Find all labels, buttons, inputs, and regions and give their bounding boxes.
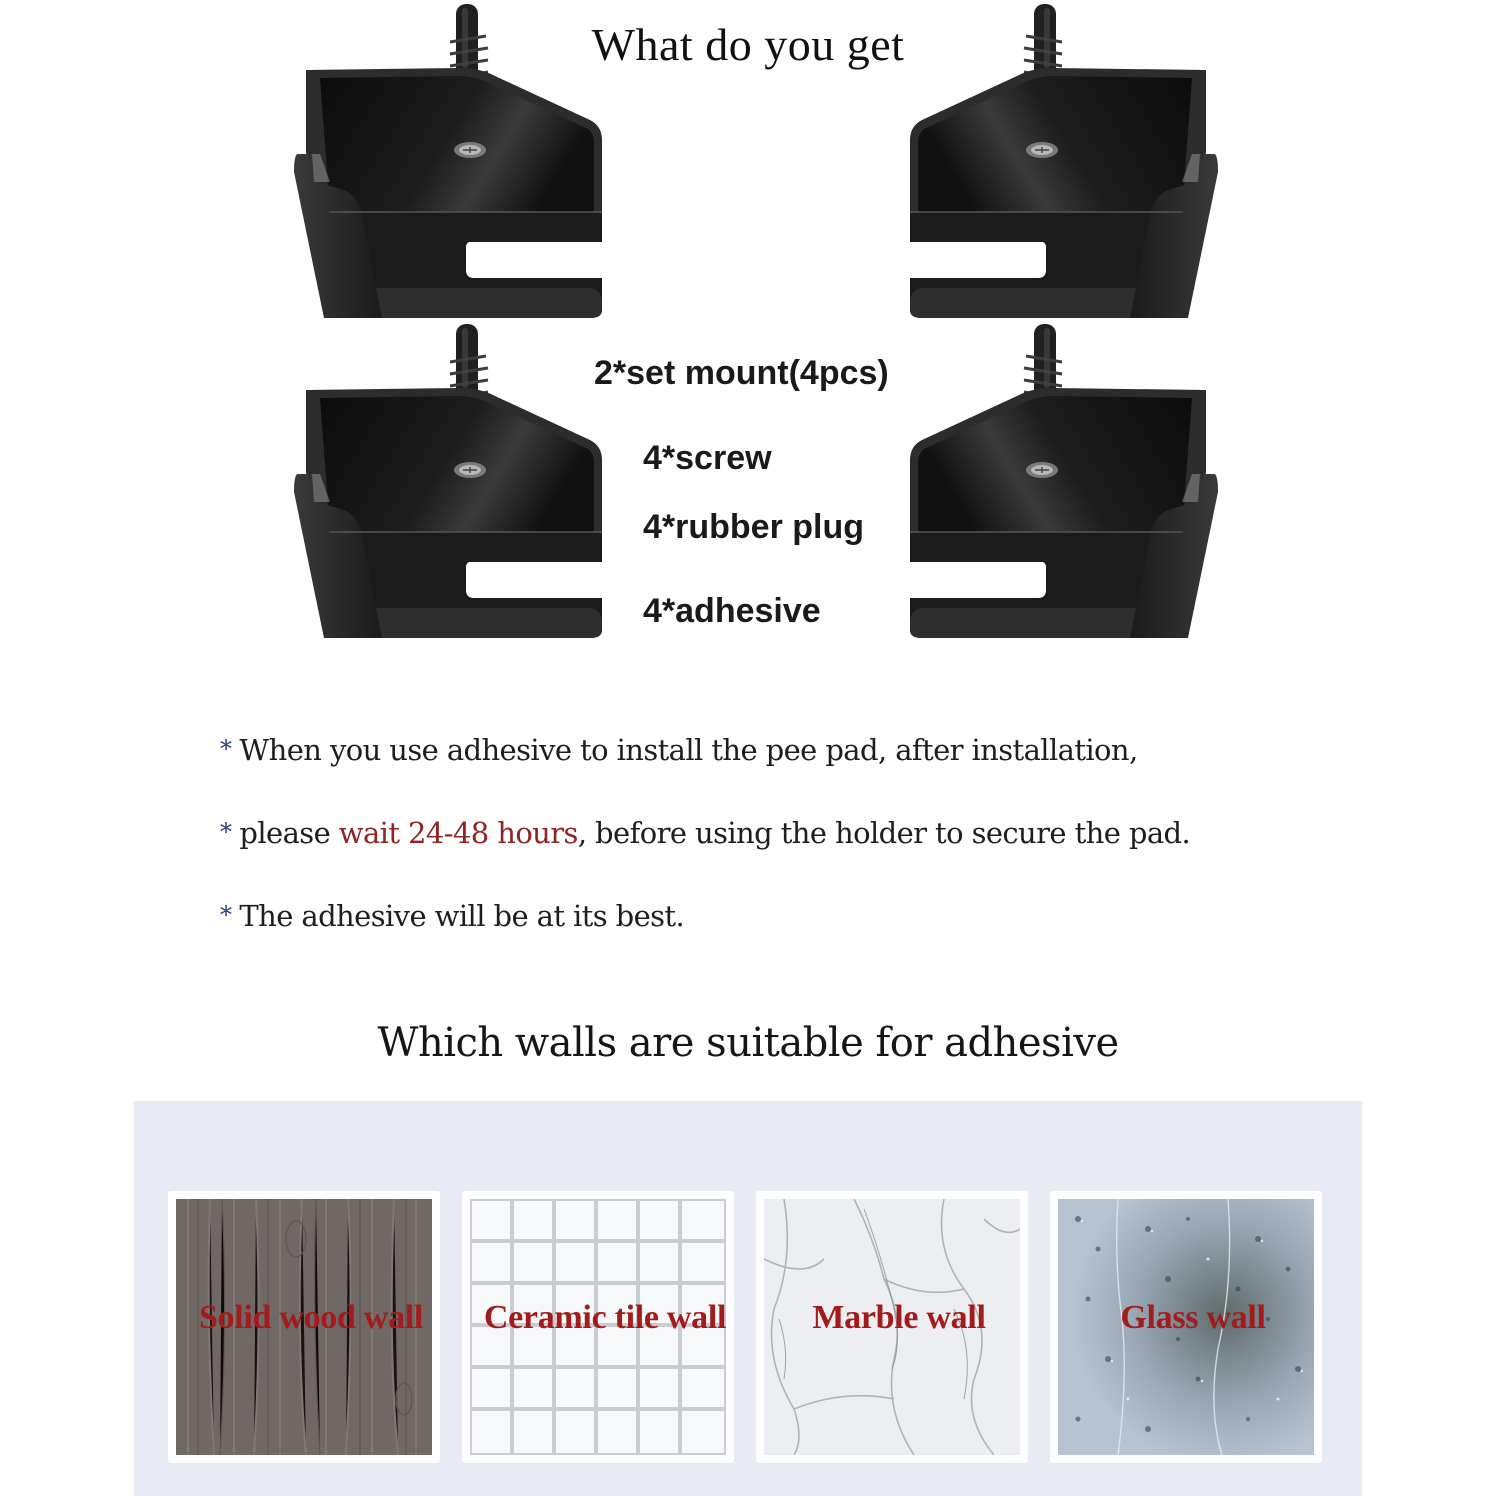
contents-item-mount: 2*set mount(4pcs) bbox=[594, 354, 889, 392]
glass-texture-icon bbox=[1058, 1199, 1314, 1455]
highlight-wait-time: wait 24-48 hours bbox=[338, 816, 578, 850]
tile-texture-icon bbox=[470, 1199, 726, 1455]
wall-card-glass bbox=[1050, 1191, 1322, 1463]
wall-label: Glass wall bbox=[1120, 1299, 1266, 1336]
note-line: * When you use adhesive to install the pee pad, after installation, bbox=[220, 733, 1138, 767]
contents-item-screw: 4*screw bbox=[643, 439, 772, 477]
wall-label: Solid wood wall bbox=[198, 1299, 424, 1336]
note-line: * The adhesive will be at its best. bbox=[220, 899, 685, 933]
wall-label: Marble wall bbox=[812, 1299, 986, 1336]
wall-mount-bracket-icon bbox=[892, 2, 1222, 322]
contents-item-adhesive: 4*adhesive bbox=[643, 592, 821, 630]
marble-texture-icon bbox=[764, 1199, 1020, 1455]
wall-label: Ceramic tile wall bbox=[483, 1299, 726, 1336]
walls-heading: Which walls are suitable for adhesive bbox=[377, 1020, 1119, 1066]
note-line: * please wait 24-48 hours, before using the holder to secure the pad. bbox=[220, 816, 1191, 850]
wall-card-wood bbox=[168, 1191, 440, 1463]
wall-mount-bracket-icon bbox=[290, 322, 620, 642]
bullet-asterisk-icon: * bbox=[220, 735, 232, 763]
contents-item-rubber-plug: 4*rubber plug bbox=[643, 508, 865, 546]
wood-texture-icon bbox=[176, 1199, 432, 1455]
bullet-asterisk-icon: * bbox=[220, 818, 232, 846]
wall-card-marble bbox=[756, 1191, 1028, 1463]
wall-card-tile bbox=[462, 1191, 734, 1463]
wall-mount-bracket-icon bbox=[290, 2, 620, 322]
page-title: What do you get bbox=[591, 19, 905, 70]
wall-mount-bracket-icon bbox=[892, 322, 1222, 642]
bullet-asterisk-icon: * bbox=[220, 901, 232, 929]
